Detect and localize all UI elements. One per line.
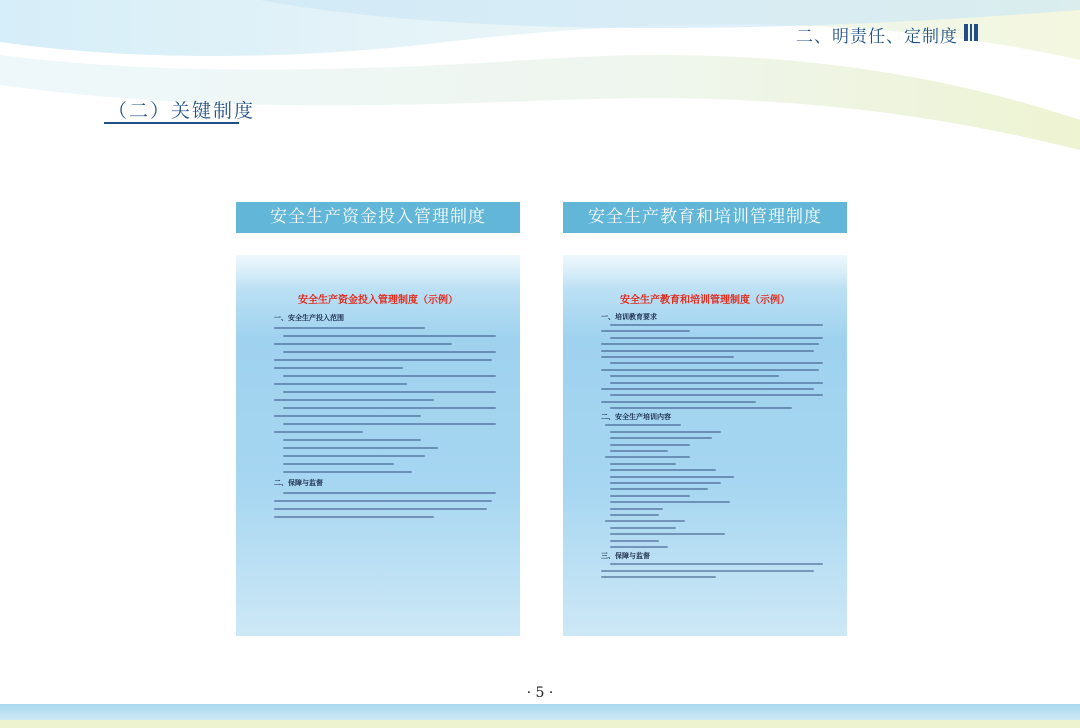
text-line-placeholder: [274, 383, 407, 385]
page-number: · 5 ·: [526, 685, 554, 701]
text-line-placeholder: [610, 527, 677, 529]
chapter-marker-icon: [964, 24, 978, 41]
text-line-placeholder: [274, 359, 492, 361]
text-line-placeholder: [283, 455, 425, 457]
document-page-title: 安全生产教育和培训管理制度（示例）: [620, 295, 790, 306]
section-title: （二）关键制度: [108, 100, 256, 122]
text-line-placeholder: [610, 563, 823, 565]
text-line-placeholder: [610, 501, 730, 503]
text-line-placeholder: [283, 391, 496, 393]
text-line-placeholder: [610, 514, 659, 516]
text-line-placeholder: [610, 375, 779, 377]
text-line-placeholder: [601, 356, 734, 358]
chapter-title: 二、明责任、定制度: [796, 27, 958, 47]
text-line-placeholder: [283, 463, 394, 465]
text-line-placeholder: [610, 407, 792, 409]
text-line-placeholder: [610, 362, 823, 364]
document-heading: 二、保障与监督: [274, 479, 323, 487]
document-heading: 三、保障与监督: [601, 552, 650, 561]
document-page-title: 安全生产资金投入管理制度（示例）: [298, 295, 458, 306]
text-line-placeholder: [610, 469, 717, 471]
text-line-placeholder: [610, 540, 659, 542]
text-line-placeholder: [601, 576, 716, 578]
document-body: [601, 311, 823, 582]
document-heading: 一、安全生产投入范围: [274, 314, 344, 322]
text-line-placeholder: [610, 324, 823, 326]
text-line-placeholder: [610, 546, 668, 548]
text-line-placeholder: [610, 431, 721, 433]
section-underline: [104, 122, 239, 124]
text-line-placeholder: [610, 508, 663, 510]
text-line-placeholder: [605, 520, 685, 522]
text-line-placeholder: [601, 343, 819, 345]
text-line-placeholder: [610, 437, 712, 439]
text-line-placeholder: [274, 399, 434, 401]
document-heading: 一、培训教育要求: [601, 313, 657, 321]
text-line-placeholder: [610, 476, 734, 478]
text-line-placeholder: [274, 508, 487, 510]
document-banner-funding: 安全生产资金投入管理制度: [236, 202, 520, 233]
text-line-placeholder: [283, 423, 496, 425]
document-body: [274, 311, 496, 524]
text-line-placeholder: [610, 488, 708, 490]
page-sheen: [236, 255, 520, 289]
text-line-placeholder: [610, 533, 725, 535]
text-line-placeholder: [283, 447, 438, 449]
text-line-placeholder: [283, 375, 496, 377]
text-line-placeholder: [610, 394, 823, 396]
text-line-placeholder: [610, 450, 668, 452]
text-line-placeholder: [283, 335, 496, 337]
text-line-placeholder: [601, 350, 814, 352]
document-thumbnail-funding: [236, 255, 520, 636]
text-line-placeholder: [601, 330, 690, 332]
footer-band: [0, 704, 1080, 728]
text-line-placeholder: [610, 382, 823, 384]
text-line-placeholder: [601, 388, 814, 390]
text-line-placeholder: [274, 431, 363, 433]
text-line-placeholder: [610, 337, 823, 339]
text-line-placeholder: [601, 401, 756, 403]
text-line-placeholder: [605, 424, 680, 426]
text-line-placeholder: [274, 415, 421, 417]
text-line-placeholder: [283, 407, 496, 409]
text-line-placeholder: [601, 369, 819, 371]
text-line-placeholder: [610, 444, 690, 446]
document-banner-training: 安全生产教育和培训管理制度: [563, 202, 847, 233]
text-line-placeholder: [283, 492, 496, 494]
text-line-placeholder: [283, 351, 496, 353]
text-line-placeholder: [610, 482, 721, 484]
page-sheen: [563, 255, 847, 289]
document-thumbnail-training: [563, 255, 847, 636]
text-line-placeholder: [274, 500, 492, 502]
text-line-placeholder: [605, 456, 689, 458]
document-heading: 二、安全生产培训内容: [601, 413, 671, 422]
text-line-placeholder: [274, 343, 452, 345]
text-line-placeholder: [274, 327, 425, 329]
text-line-placeholder: [610, 495, 690, 497]
text-line-placeholder: [274, 516, 434, 518]
text-line-placeholder: [274, 367, 403, 369]
text-line-placeholder: [283, 471, 412, 473]
text-line-placeholder: [601, 570, 814, 572]
text-line-placeholder: [610, 463, 677, 465]
text-line-placeholder: [283, 439, 421, 441]
